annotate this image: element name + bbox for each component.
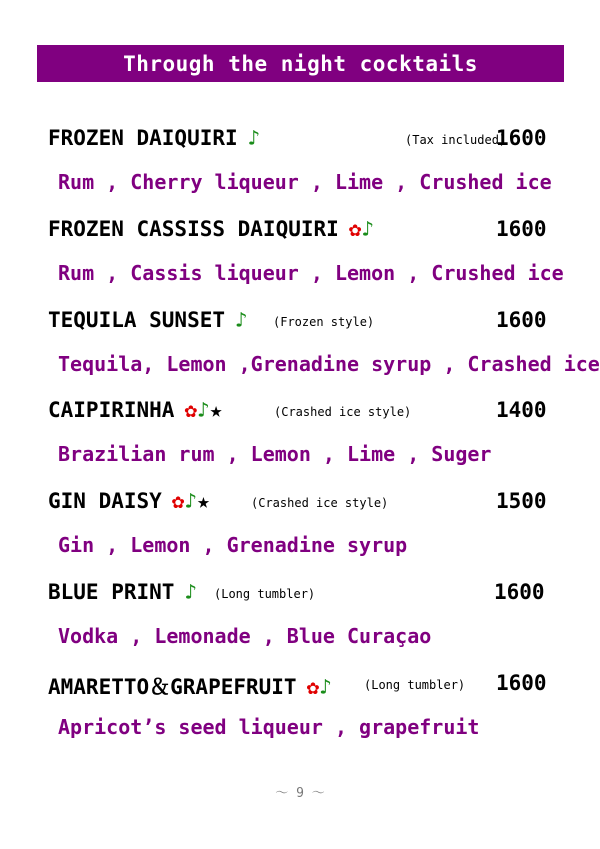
menu-item-icons [248, 126, 261, 150]
menu-item-name: BLUE PRINT [48, 580, 175, 604]
menu-item-price: 1600 [496, 671, 547, 695]
menu-item-price: 1600 [496, 217, 547, 241]
music-note-icon: ♪ [184, 580, 198, 604]
flower-icon: ✿ [348, 217, 362, 241]
menu-item-name: FROZEN DAIQUIRI [48, 126, 238, 150]
menu-item-note: (Tax included) [405, 133, 507, 147]
music-note-icon: ♪ [247, 126, 261, 150]
menu-item-amaretto-grapefruit [48, 671, 568, 739]
menu-item-gin-daisy [48, 489, 568, 557]
star-icon: ★ [197, 489, 210, 513]
menu-item-ingredients: Rum , Cherry liqueur , Lime , Crushed ice [58, 170, 552, 194]
music-note-icon: ♪ [235, 308, 248, 332]
menu-item-frozen-cassiss-daiquiri [48, 217, 568, 285]
menu-item-icons [184, 398, 222, 422]
menu-item-icons [184, 580, 197, 604]
menu-item-note: (Long tumbler) [364, 678, 466, 692]
menu-item-note: (Crashed ice style) [274, 405, 412, 419]
menu-item-name: CAIPIRINHA [48, 398, 175, 422]
menu-item-ingredients: Tequila, Lemon ,Grenadine syrup , Crashed ice [58, 352, 600, 376]
music-note-icon: ♪ [319, 675, 332, 699]
flower-icon: ✿ [184, 398, 198, 422]
menu-item-price: 1600 [496, 308, 547, 332]
menu-item-icons [307, 675, 332, 699]
menu-item-price: 1600 [496, 126, 547, 150]
menu-item-icons [172, 489, 210, 513]
menu-item-caipirinha [48, 398, 568, 466]
page-number: ～ 9 ～ [275, 786, 325, 801]
menu-section-header [37, 45, 564, 82]
music-note-icon: ♪ [197, 398, 210, 422]
flower-icon: ✿ [306, 675, 320, 699]
menu-item-ingredients: Brazilian rum , Lemon , Lime , Suger [58, 442, 492, 466]
menu-item-name: GIN DAISY [48, 489, 162, 513]
menu-item-price: 1500 [496, 489, 547, 513]
menu-item-ingredients: Apricot’s seed liqueur , grapefruit [58, 715, 480, 739]
menu-item-ingredients: Gin , Lemon , Grenadine syrup [58, 533, 408, 557]
flower-icon: ✿ [171, 489, 185, 513]
menu-item-name: FROZEN CASSISS DAIQUIRI [48, 217, 339, 241]
menu-item-price: 1400 [496, 398, 547, 422]
menu-item-name: AMARETTO＆GRAPEFRUIT [48, 675, 297, 699]
music-note-icon: ♪ [361, 217, 375, 241]
menu-item-note: (Frozen style) [273, 315, 375, 329]
menu-section-title: Through the night cocktails [123, 51, 478, 76]
menu-item-price: 1600 [494, 580, 545, 604]
menu-item-ingredients: Rum , Cassis liqueur , Lemon , Crushed ice [58, 261, 564, 285]
menu-item-note: (Crashed ice style) [251, 496, 389, 510]
menu-item-icons [235, 308, 248, 332]
star-icon: ★ [209, 398, 223, 422]
menu-item-blue-print [48, 580, 568, 648]
menu-item-tequila-sunset [48, 308, 600, 376]
menu-item-note: (Long tumbler) [214, 587, 316, 601]
music-note-icon: ♪ [184, 489, 198, 513]
menu-item-name: TEQUILA SUNSET [48, 308, 226, 332]
menu-item-frozen-daiquiri [48, 126, 568, 194]
menu-item-ingredients: Vodka , Lemonade , Blue Curaçao [58, 624, 432, 648]
menu-item-icons [349, 217, 374, 241]
